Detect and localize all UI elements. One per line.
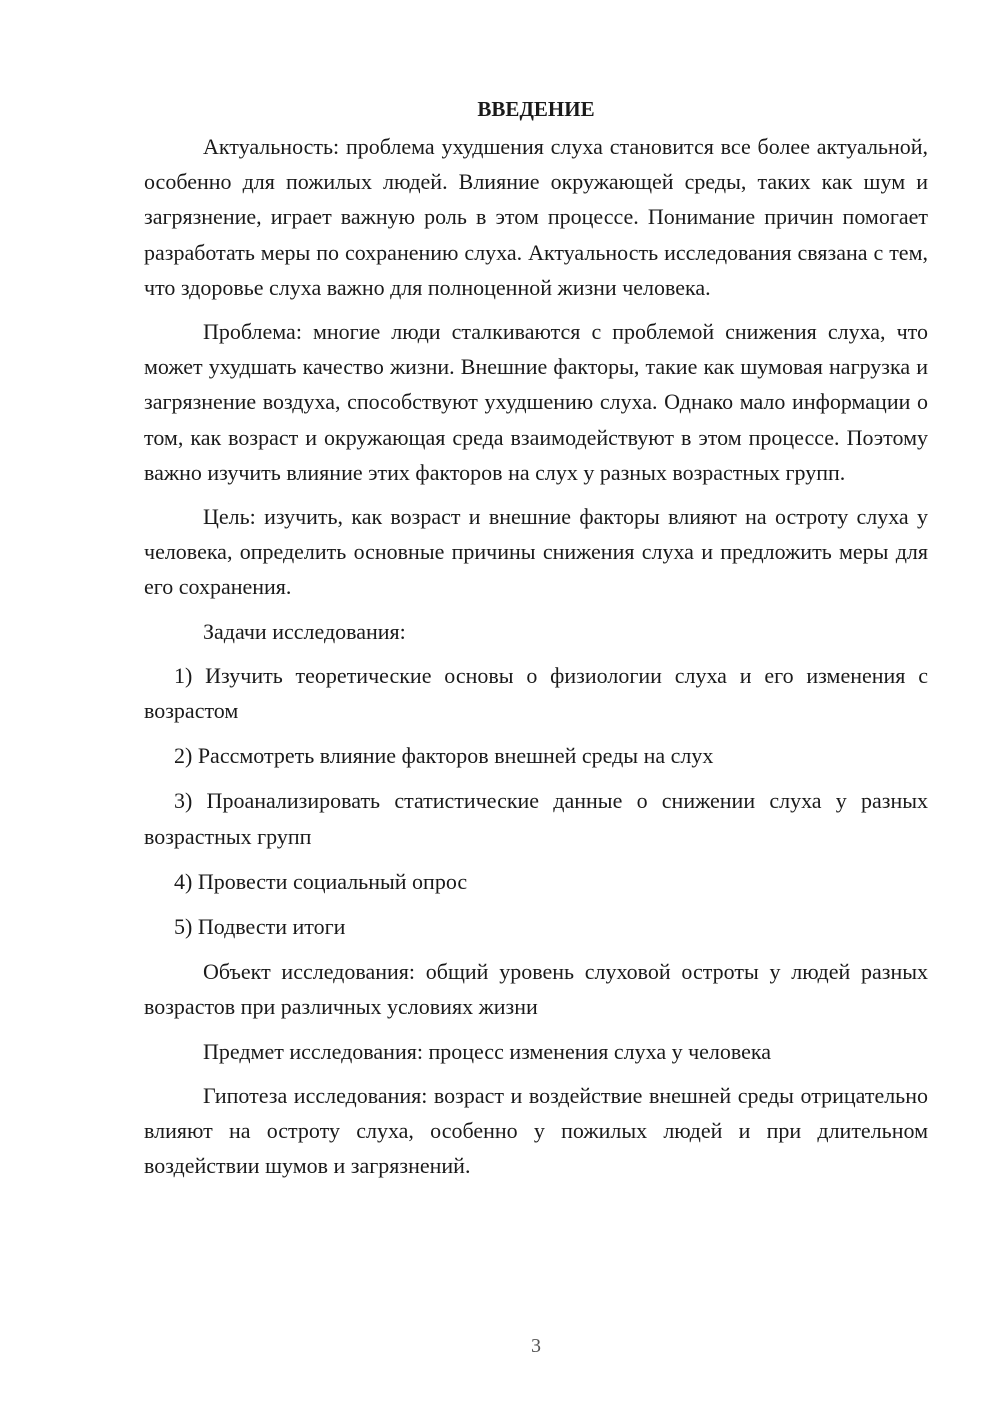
goal-paragraph: Цель: изучить, как возраст и внешние факторы влияют на остроту слуха у человека, определить основные причины снижения слуха и предложить меры для его сохранения. [144, 504, 928, 600]
relevance-paragraph: Актуальность: проблема ухудшения слуха становится все более актуальной, особенно для пожилых людей. Влияние окружающей среды, таких как шум и загрязнение, играет важную роль в этом процессе. Понимание причин помогает разработать меры по сохранению слуха. Актуальность исследования связана с тем, что здоровье слуха важно для полноценной жизни человека. [144, 134, 928, 300]
task-item-2: 2) Рассмотреть влияние факторов внешней среды на слух [174, 743, 714, 769]
section-title: ВВЕДЕНИЕ [477, 97, 595, 121]
task-item-5: 5) Подвести итоги [174, 914, 346, 940]
hypothesis-paragraph: Гипотеза исследования: возраст и воздействие внешней среды отрицательно влияют на остроту слуха, особенно у пожилых людей и при длительном воздействии шумов и загрязнений. [144, 1082, 928, 1179]
object-paragraph: Объект исследования: общий уровень слуховой остроты у людей разных возрастов при различных условиях жизни [144, 959, 928, 1020]
tasks-heading: Задачи исследования: [203, 618, 406, 644]
subject-paragraph: Предмет исследования: процесс изменения слуха у человека [203, 1038, 772, 1064]
task-item-3: 3) Проанализировать статистические данные о снижении слуха у разных возрастных групп [144, 788, 928, 849]
page-number: 3 [531, 1335, 541, 1357]
problem-paragraph: Проблема: многие люди сталкиваются с проблемой снижения слуха, что может ухудшать качество жизни. Внешние факторы, такие как шумовая нагрузка и загрязнение воздуха, способствуют ухудшению слуха. Однако мало информации о том, как возраст и окружающая среда взаимодействуют в этом процессе. Поэтому важно изучить влияние этих факторов на слух у разных возрастных групп. [144, 319, 928, 485]
task-item-1: 1) Изучить теоретические основы о физиологии слуха и его изменения с возрастом [144, 662, 928, 724]
document-page [144, 92, 928, 1192]
task-item-4: 4) Провести социальный опрос [174, 868, 468, 894]
